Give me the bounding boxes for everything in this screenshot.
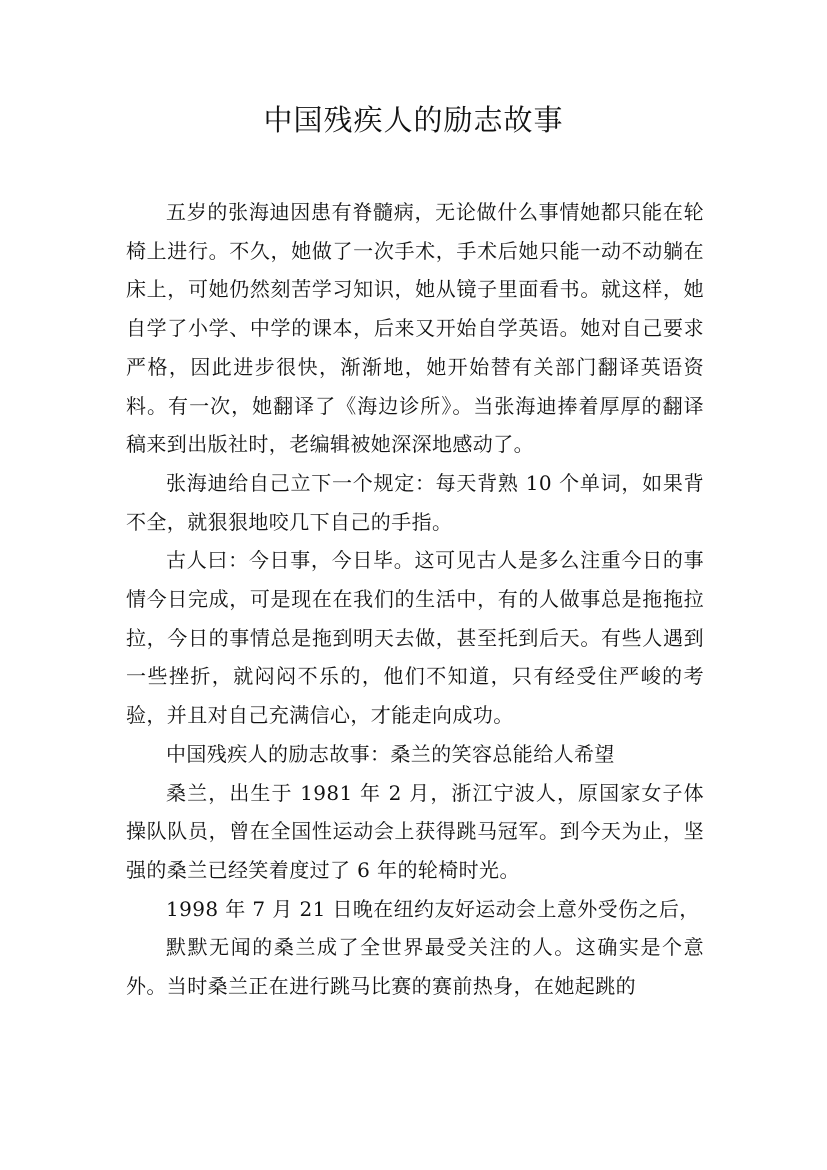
document-body bbox=[126, 193, 704, 1006]
section-heading-sang-lan: 中国残疾人的励志故事：桑兰的笑容总能给人希望 bbox=[166, 741, 615, 766]
paragraph-injury-detail: 默默无闻的桑兰成了全世界最受关注的人。这确实是个意外。当时桑兰正在进行跳马比赛的赛前热身，在她起跳的 bbox=[126, 935, 704, 999]
document-title: 中国残疾人的励志故事 bbox=[263, 103, 564, 137]
paragraph-word-rule: 张海迪给自己立下一个规定：每天背熟 10 个单词，如果背不全，就狠狠地咬几下自己的手指。 bbox=[126, 470, 704, 534]
paragraph-zhang-haidi-story: 五岁的张海迪因患有脊髓病，无论做什么事情她都只能在轮椅上进行。不久，她做了一次手术，手术后她只能一动不动躺在床上，可她仍然刻苦学习知识，她从镜子里面看书。就这样，她自学了小学、中学的课本，后来又开始自学英语。她对自己要求严格，因此进步很快，渐渐地，她开始替有关部门翻译英语资料。有一次，她翻译了《海边诊所》。当张海迪捧着厚厚的翻译稿来到出版社时，老编辑被她深深地感动了。 bbox=[126, 200, 704, 457]
paragraph-ancient-saying: 古人曰：今日事，今日毕。这可见古人是多么注重今日的事情今日完成，可是现在在我们的生活中，有的人做事总是拖拖拉拉，今日的事情总是拖到明天去做，甚至托到后天。有些人遇到一些挫折，就闷闷不乐的，他们不知道，只有经受住严峻的考验，并且对自己充满信心，才能走向成功。 bbox=[126, 548, 704, 728]
paragraph-injury-date: 1998 年 7 月 21 日晚在纽约友好运动会上意外受伤之后， bbox=[166, 896, 700, 921]
paragraph-sang-lan-intro: 桑兰，出生于 1981 年 2 月，浙江宁波人，原国家女子体操队队员，曾在全国性运动会上获得跳马冠军。到今天为止，坚强的桑兰已经笑着度过了 6 年的轮椅时光。 bbox=[126, 780, 704, 882]
